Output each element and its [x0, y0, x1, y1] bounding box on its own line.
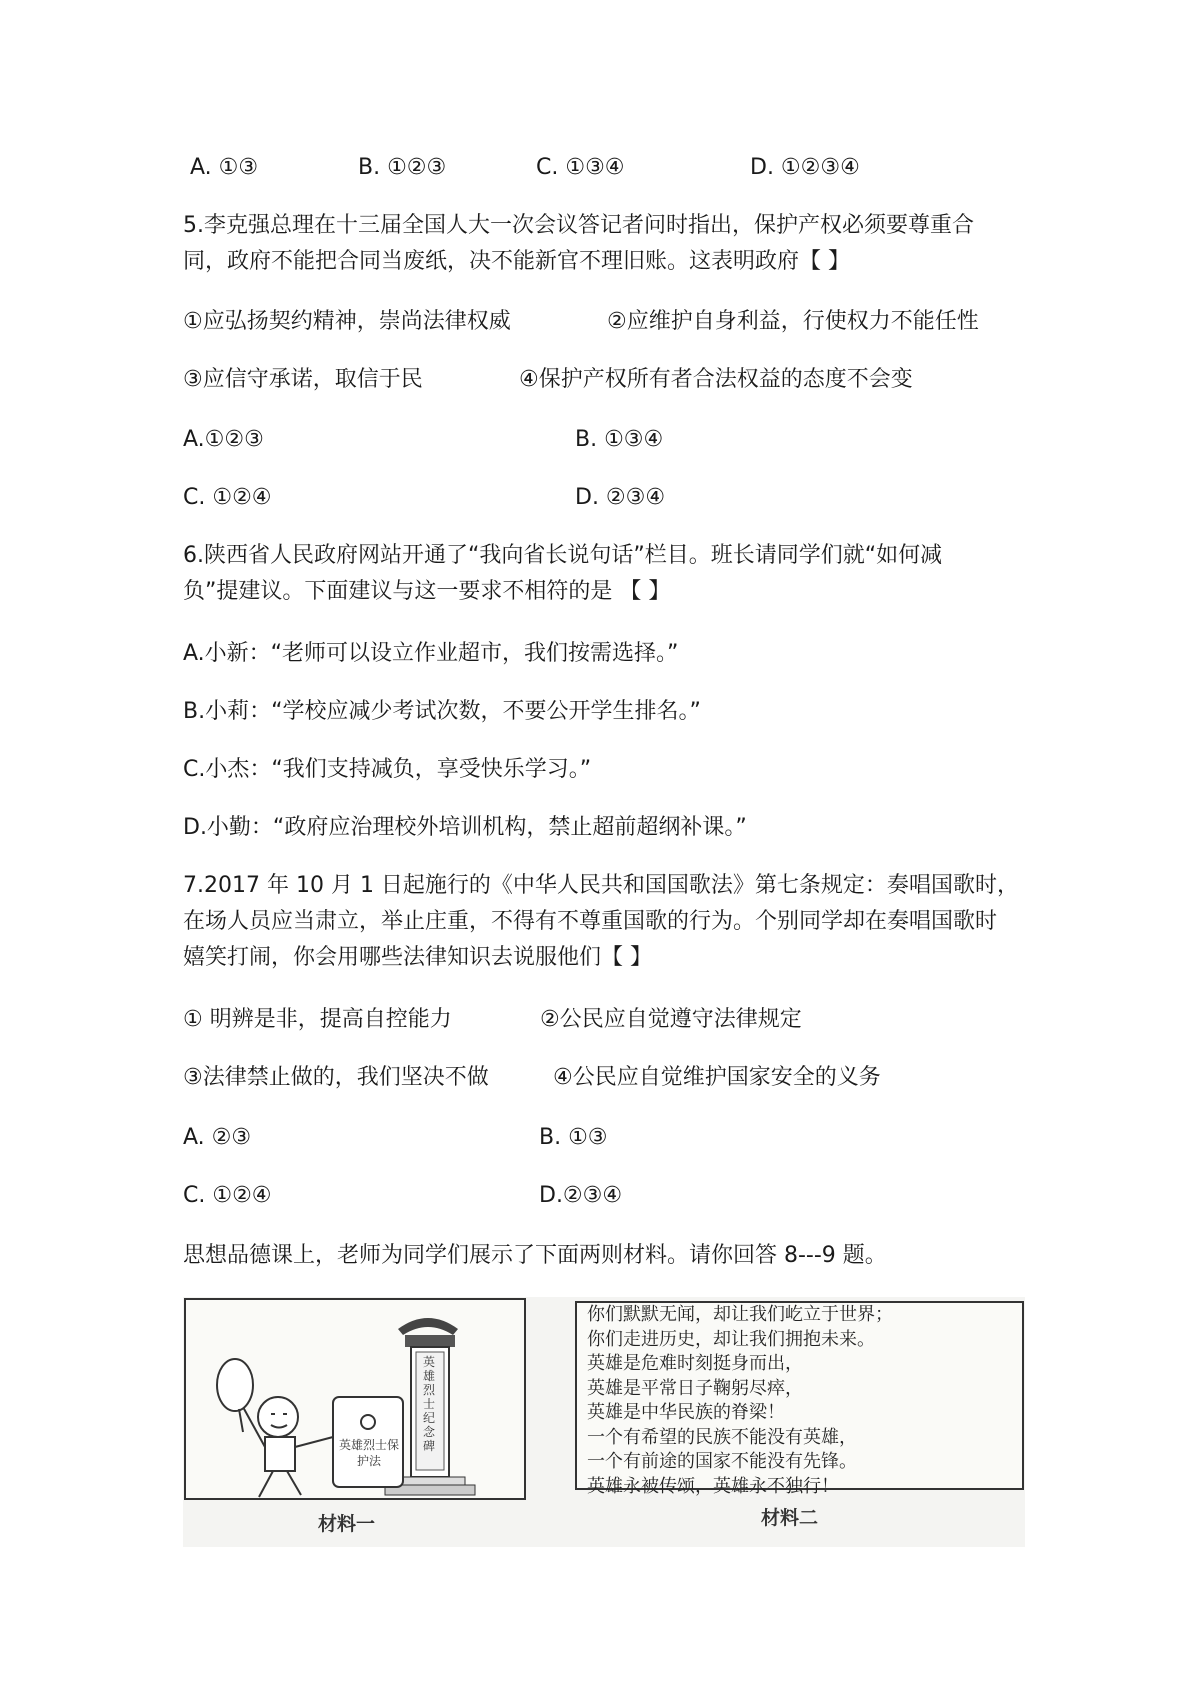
q7-statement-4: ④公民应自觉维护国家安全的义务 [553, 1065, 881, 1090]
q5-option-d: D. ②③④ [575, 485, 666, 510]
q5-statement-2: ②应维护自身利益，行使权力不能任性 [607, 309, 979, 334]
q7-statement-3: ③法律禁止做的，我们坚决不做 [183, 1065, 489, 1090]
poem-line: 英雄是平常日子鞠躬尽瘁， [587, 1377, 803, 1399]
q7-statement-1: ① 明辨是非，提高自控能力 [183, 1007, 452, 1032]
poem-line: 你们默默无闻，却让我们屹立于世界； [587, 1304, 893, 1325]
book-title: 英雄烈士保护法 [339, 1438, 400, 1468]
poem-line: 英雄永被传颂，英雄永不独行！ [587, 1475, 839, 1497]
q6-stem-line2: 负”提建议。下面建议与这一要求不相符的是 【 】 [183, 579, 671, 604]
q7-stem-line1: 7.2017 年 10 月 1 日起施行的《中华人民共和国国歌法》第七条规定：奏唱国歌时， [183, 873, 1019, 898]
q7-option-c: C. ①②④ [183, 1183, 272, 1208]
q7-option-d: D.②③④ [539, 1183, 623, 1208]
q4-option-a: A. ①③ [190, 155, 259, 180]
q6-option-a: A.小新：“老师可以设立作业超市，我们按需选择。” [183, 641, 679, 666]
q4-option-c: C. ①③④ [536, 155, 625, 180]
q5-statement-1: ①应弘扬契约精神，崇尚法律权威 [183, 309, 511, 334]
poem-line: 英雄是中华民族的脊梁！ [587, 1402, 785, 1423]
q5-option-b: B. ①③④ [575, 427, 664, 452]
q4-option-b: B. ①②③ [358, 155, 447, 180]
q6-option-c: C.小杰：“我们支持减负，享受快乐学习。” [183, 757, 592, 782]
material-one-cartoon [183, 1297, 533, 1547]
materials-figure [183, 1297, 1025, 1547]
q5-stem-line2: 同，政府不能把合同当废纸，决不能新官不理旧账。这表明政府【 】 [183, 249, 850, 274]
poem-line: 英雄是危难时刻挺身而出， [587, 1353, 803, 1374]
material-two-poem [553, 1297, 1025, 1547]
q7-stem-line3: 嬉笑打闹，你会用哪些法律知识去说服他们【 】 [183, 945, 652, 970]
q5-statement-3: ③应信守承诺，取信于民 [183, 367, 423, 392]
q7-option-a: A. ②③ [183, 1125, 252, 1150]
q6-option-b: B.小莉：“学校应减少考试次数，不要公开学生排名。” [183, 699, 701, 724]
q5-option-c: C. ①②④ [183, 485, 272, 510]
q6-option-d: D.小勤：“政府应治理校外培训机构，禁止超前超纲补课。” [183, 815, 747, 840]
q7-option-b: B. ①③ [539, 1125, 608, 1150]
intro-text: 思想品德课上，老师为同学们展示了下面两则材料。请你回答 8---9 题。 [183, 1243, 887, 1268]
material-one-caption: 材料一 [318, 1513, 376, 1535]
q7-statement-2: ②公民应自觉遵守法律规定 [540, 1007, 802, 1032]
material-two-caption: 材料二 [761, 1507, 819, 1529]
poem-line: 一个有前途的国家不能没有先锋。 [587, 1451, 857, 1472]
q4-option-d: D. ①②③④ [750, 155, 860, 180]
q6-stem-line1: 6.陕西省人民政府网站开通了“我向省长说句话”栏目。班长请同学们就“如何减 [183, 543, 943, 568]
monument-inscription: 英雄烈士纪念碑 [423, 1355, 436, 1453]
q7-stem-line2: 在场人员应当肃立，举止庄重，不得有不尊重国歌的行为。个别同学却在奏唱国歌时 [183, 909, 998, 934]
poem-box [575, 1301, 1024, 1497]
poem-line: 一个有希望的民族不能没有英雄， [587, 1426, 857, 1448]
q5-stem-line1: 5.李克强总理在十三届全国人大一次会议答记者问时指出，保护产权必须要尊重合 [183, 213, 974, 238]
poem-line: 你们走进历史，却让我们拥抱未来。 [587, 1328, 875, 1350]
q5-option-a: A.①②③ [183, 427, 264, 452]
q5-statement-4: ④保护产权所有者合法权益的态度不会变 [519, 367, 913, 392]
